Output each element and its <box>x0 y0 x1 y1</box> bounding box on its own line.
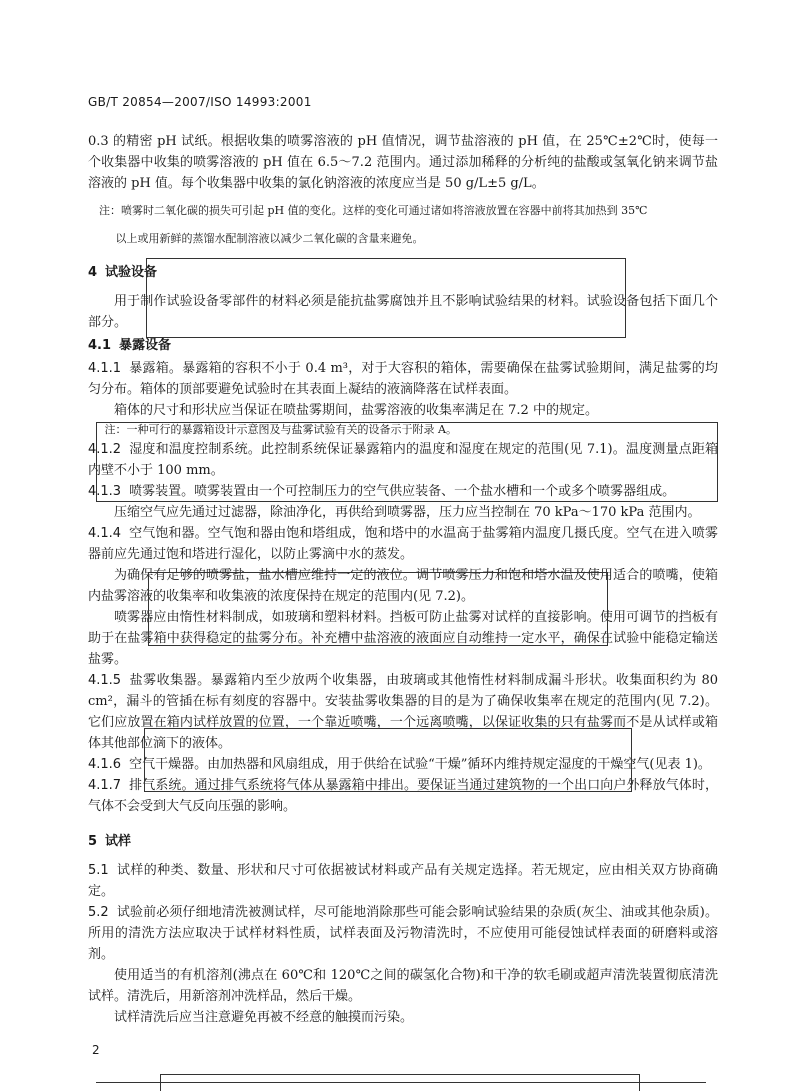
clause-4-1-4-para-1: 为确保有足够的喷雾盐，盐水槽应维持一定的液位。调节喷雾压力和饱和塔水温及使用适合的喷嘴，使箱内盐雾溶液的收集率和收集液的浓度保持在规定的范围内(见 7.2)。 <box>88 568 718 604</box>
scan-outline-box-2 <box>96 422 718 502</box>
scan-outline-box-3 <box>148 572 608 646</box>
subsection-4-1-number: 4.1 <box>88 338 112 353</box>
clause-number: 4.1.2 <box>88 442 122 457</box>
section-4-title: 试验设备 <box>105 265 158 280</box>
page-number: 2 <box>92 1043 100 1057</box>
clause-number: 5.2 <box>88 905 109 920</box>
clause-4-1-4 <box>88 523 718 565</box>
note-annex-a: 注：一种可行的暴露箱设计示意图及与盐雾试验有关的设备示于附录 A。 <box>104 423 457 436</box>
clause-4-1-4-para-2: 喷雾器应由惰性材料制成，如玻璃和塑料材料。挡板可防止盐雾对试样的直接影响。使用可调节的挡板有助于在盐雾箱中获得稳定的盐雾分布。补充槽中盐溶液的液面应自动维持一定水平，确保在试验中能稳定输送盐雾。 <box>88 610 718 667</box>
clause-text: 空气饱和器。空气饱和器由饱和塔组成，饱和塔中的水温高于盐雾箱内温度几摄氏度。空气在进入喷雾器前应先通过饱和塔进行湿化，以防止雾滴中水的蒸发。 <box>88 526 718 562</box>
clause-number: 4.1.6 <box>88 757 122 772</box>
section-4-number: 4 <box>88 265 98 280</box>
document-page <box>88 92 718 1028</box>
note-1: 注：喷雾时二氧化碳的损失可引起 pH 值的变化。这样的变化可通过诸如将溶液放置在容器中前将其加热到 35℃ <box>99 204 648 217</box>
clause-text: 排气系统。通过排气系统将气体从暴露箱中排出。要保证当通过建筑物的一个出口向户外释放气体时，气体不会受到大气反向压强的影响。 <box>88 778 718 814</box>
section-5-title: 试样 <box>105 834 132 849</box>
clause-4-1-1-para: 箱体的尺寸和形状应当保证在喷盐雾期间，盐雾溶液的收集率满足在 7.2 中的规定。 <box>114 403 598 418</box>
clause-text: 试样的种类、数量、形状和尺寸可依据被试材料或产品有关规定选择。若无规定，应由相关双方协商确定。 <box>88 863 718 899</box>
clause-number: 4.1.3 <box>88 484 122 499</box>
section-5-number: 5 <box>88 834 98 849</box>
clause-number: 4.1.4 <box>88 526 122 541</box>
subsection-4-1-heading <box>88 335 718 356</box>
clause-text: 湿度和温度控制系统。此控制系统保证暴露箱内的温度和湿度在规定的范围(见 7.1)。温度测量点距箱内壁不小于 100 mm。 <box>88 442 718 478</box>
clause-number: 5.1 <box>88 863 109 878</box>
clause-4-1-3-para: 压缩空气应先通过过滤器，除油净化，再供给到喷雾器，压力应当控制在 70 kPa～170 kPa 范围内。 <box>114 505 701 520</box>
clause-text: 试验前必须仔细地清洗被测试样，尽可能地消除那些可能会影响试验结果的杂质(灰尘、油或其他杂质)。所用的清洗方法应取决于试样材料性质，试样表面及污物清洗时，不应使用可能侵蚀试样表面的研磨料或溶剂。 <box>88 905 718 962</box>
scan-bottom-box <box>160 1074 640 1091</box>
section-4-intro: 用于制作试验设备零部件的材料必须是能抗盐雾腐蚀并且不影响试验结果的材料。试验设备包括下面几个部分。 <box>88 294 718 330</box>
clause-5-1 <box>88 860 718 902</box>
section-5-heading <box>88 831 718 852</box>
clause-text: 空气干燥器。由加热器和风扇组成，用于供给在试验“干燥”循环内维持规定湿度的干燥空气(见表 1)。 <box>129 757 711 772</box>
clause-number: 4.1.7 <box>88 778 122 793</box>
clause-text: 暴露箱。暴露箱的容积不小于 0.4 m³，对于大容积的箱体，需要确保在盐雾试验期间，满足盐雾的均匀分布。箱体的顶部要避免试验时在其表面上凝结的液滴降落在试样表面。 <box>88 361 718 397</box>
scan-outline-box-1 <box>146 258 626 338</box>
scan-outline-box-4 <box>144 728 632 792</box>
clause-5-2-para-1: 使用适当的有机溶剂(沸点在 60℃和 120℃之间的碳氢化合物)和干净的软毛刷或超声清洗装置彻底清洗试样。清洗后，用新溶剂冲洗样品，然后干燥。 <box>88 968 718 1004</box>
clause-5-2-para-2: 试样清洗后应当注意避免再被不经意的触摸而污染。 <box>114 1010 414 1025</box>
clause-text: 盐雾收集器。暴露箱内至少放两个收集器，由玻璃或其他惰性材料制成漏斗形状。收集面积约为 80 cm²，漏斗的管插在标有刻度的容器中。安装盐雾收集器的目的是为了确保收集率在规定的范围内(见 7.2)。它们应放置在箱内试样放置的位置，一个靠近喷嘴，一个远离喷嘴，以保证收集的只有盐雾而不是从试样或箱体其他部位滴下的液体。 <box>88 673 718 751</box>
clause-number: 4.1.5 <box>88 673 122 688</box>
clause-5-2 <box>88 902 718 965</box>
standard-header: GB/T 20854—2007/ISO 14993:2001 <box>88 95 312 109</box>
clause-4-1-1 <box>88 358 718 400</box>
intro-paragraph: 0.3 的精密 pH 试纸。根据收集的喷雾溶液的 pH 值情况，调节盐溶液的 pH 值，在 25℃±2℃时，使每一个收集器中收集的喷雾溶液的 pH 值在 6.5～7.2 范围内。通过添加稀释的分析纯的盐酸或氢氧化钠来调节盐溶液的 pH 值。每个收集器中收集的氯化钠溶液的浓度应当是 50 g/L±5 g/L。 <box>88 134 719 191</box>
clause-text: 喷雾装置。喷雾装置由一个可控制压力的空气供应装备、一个盐水槽和一个或多个喷雾器组成。 <box>129 484 676 499</box>
note-1-continued: 以上或用新鲜的蒸馏水配制溶液以减少二氧化碳的含量来避免。 <box>115 232 424 245</box>
clause-number: 4.1.1 <box>88 361 122 376</box>
subsection-4-1-title: 暴露设备 <box>119 338 172 353</box>
